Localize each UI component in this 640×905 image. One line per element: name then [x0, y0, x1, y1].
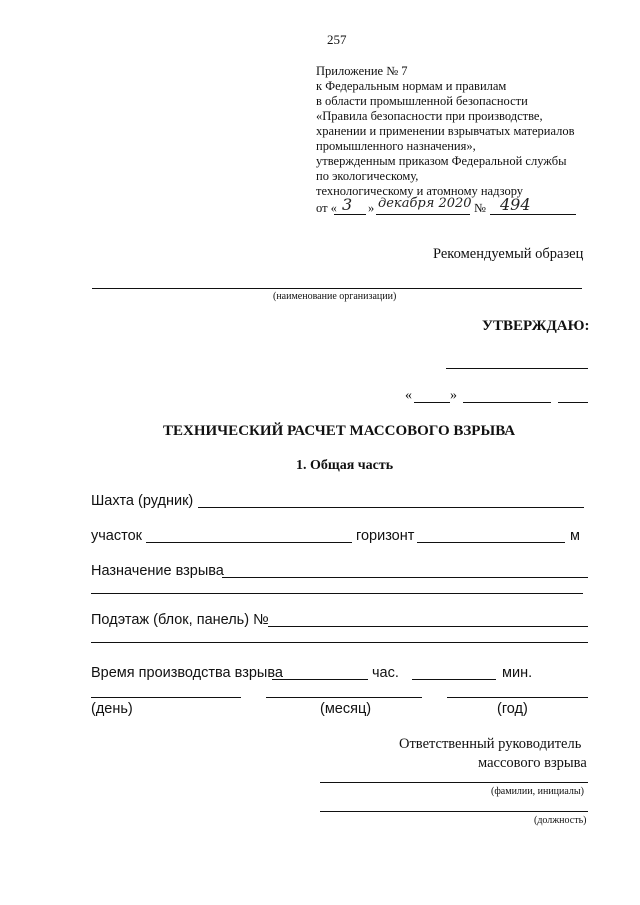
- day-line: [91, 697, 241, 698]
- sublevel-label: Подэтаж (блок, панель) №: [91, 612, 269, 628]
- sublevel-line-2: [91, 642, 588, 643]
- approve-day-line: [414, 402, 450, 403]
- minutes-line: [412, 679, 496, 680]
- sublevel-line: [268, 626, 588, 627]
- horizon-line: [417, 542, 565, 543]
- appendix-line-4: «Правила безопасности при производстве,: [316, 109, 543, 123]
- responsible-line-1: Ответственный руководитель: [399, 736, 582, 752]
- appendix-line-9: технологическому и атомному надзору: [316, 184, 524, 198]
- minutes-label: мин.: [502, 665, 533, 681]
- order-number-underline: [490, 214, 576, 215]
- year-caption: (год): [497, 701, 528, 717]
- hours-line: [272, 679, 368, 680]
- time-label: Время производства взрыва: [91, 665, 283, 681]
- recommended-sample: Рекомендуемый образец: [433, 246, 584, 262]
- approve-heading: УТВЕРЖДАЮ:: [482, 318, 590, 334]
- month-line: [266, 697, 422, 698]
- order-day-underline: [334, 214, 366, 215]
- month-caption: (месяц): [320, 701, 372, 717]
- purpose-label: Назначение взрыва: [91, 563, 224, 579]
- appendix-line-6: промышленного назначения»,: [316, 139, 476, 153]
- hours-label: час.: [372, 665, 399, 681]
- document-title: ТЕХНИЧЕСКИЙ РАСЧЕТ МАССОВОГО ВЗРЫВА: [163, 423, 516, 439]
- organization-line: [92, 288, 582, 289]
- year-line: [447, 697, 588, 698]
- section-heading: 1. Общая часть: [296, 458, 394, 473]
- appendix-line-8: по экологическому,: [316, 169, 419, 183]
- appendix-line-7: утвержденным приказом Федеральной службы: [316, 154, 567, 168]
- order-date-prefix: от «: [316, 201, 337, 215]
- purpose-line: [222, 577, 588, 578]
- approve-date-close: »: [450, 388, 457, 403]
- site-line: [146, 542, 352, 543]
- order-number-prefix: №: [474, 201, 486, 215]
- appendix-line-2: к Федеральным нормам и правилам: [316, 79, 507, 93]
- responsible-line-2: массового взрыва: [478, 755, 587, 771]
- order-number-handwritten: 494: [500, 195, 531, 214]
- page-number: 257: [327, 32, 347, 47]
- mine-line: [198, 507, 584, 508]
- horizon-label: горизонт: [356, 528, 415, 544]
- position-line: [320, 811, 588, 812]
- order-day-handwritten: 3: [342, 195, 353, 214]
- day-caption: (день): [91, 701, 133, 717]
- order-date-mid: »: [368, 201, 375, 215]
- order-month-underline: [376, 214, 470, 215]
- horizon-unit: м: [570, 528, 580, 544]
- appendix-line-3: в области промышленной безопасности: [316, 94, 528, 108]
- approve-month-line: [463, 402, 551, 403]
- approve-year-line: [558, 402, 588, 403]
- approve-date-open: «: [405, 388, 412, 403]
- position-caption: (должность): [534, 815, 587, 826]
- mine-label: Шахта (рудник): [91, 493, 194, 509]
- organization-caption: (наименование организации): [273, 291, 397, 302]
- appendix-line-1: Приложение № 7: [316, 64, 408, 78]
- appendix-line-5: хранении и применении взрывчатых материалов: [316, 124, 575, 138]
- approve-signature-line: [446, 368, 588, 369]
- site-label: участок: [91, 528, 143, 544]
- purpose-line-2: [91, 593, 583, 594]
- order-month-year-handwritten: декабря 2020: [378, 196, 472, 211]
- names-caption: (фамилии, инициалы): [491, 786, 584, 797]
- names-line: [320, 782, 588, 783]
